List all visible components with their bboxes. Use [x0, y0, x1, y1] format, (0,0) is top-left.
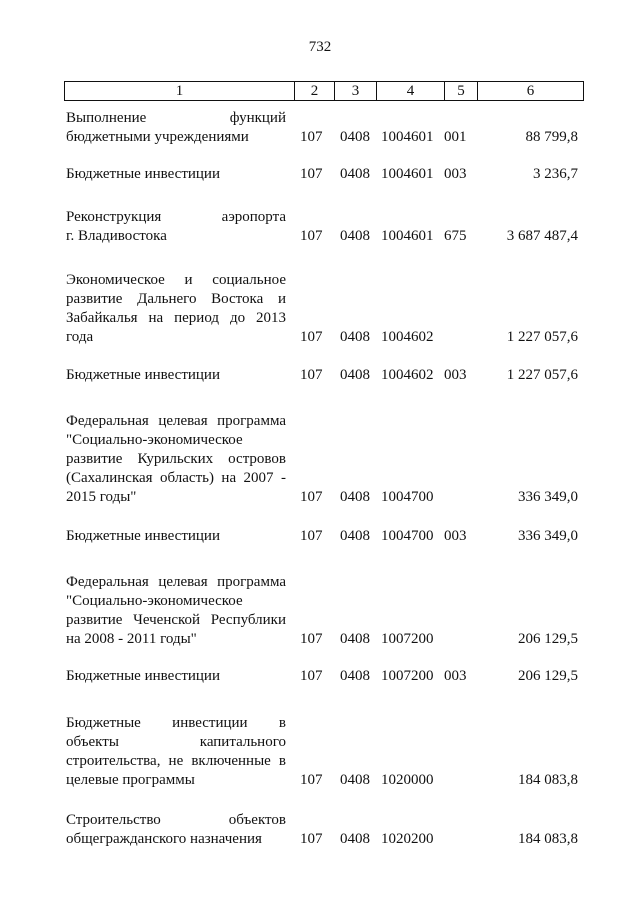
- description-line: года: [66, 329, 94, 345]
- description-line: Реконструкция аэропорта: [66, 209, 286, 225]
- cell-col-5: 675: [444, 228, 467, 244]
- cell-col-6: 206 129,5: [518, 668, 578, 684]
- row-description: [66, 527, 286, 546]
- row-description: [66, 366, 286, 385]
- cell-col-3: 0408: [340, 489, 370, 505]
- cell-col-5: 003: [444, 367, 467, 383]
- description-line: "Социально-экономическое: [66, 593, 243, 609]
- cell-col-4: 1004700: [381, 489, 434, 505]
- cell-col-3: 0408: [340, 772, 370, 788]
- row-description: [66, 811, 286, 849]
- description-line: на 2008 - 2011 годы": [66, 631, 197, 647]
- cell-col-6: 184 083,8: [518, 831, 578, 847]
- header-col-1: 1: [65, 82, 295, 100]
- row-description: [66, 412, 286, 507]
- cell-col-4: 1004601: [381, 166, 434, 182]
- cell-col-5: 001: [444, 129, 467, 145]
- description-line: объекты капитального: [66, 734, 286, 750]
- description-line: Выполнение функций: [66, 110, 286, 126]
- description-line: г. Владивостока: [66, 228, 167, 244]
- cell-col-3: 0408: [340, 528, 370, 544]
- cell-col-5: 003: [444, 528, 467, 544]
- description-line: Федеральная целевая программа: [66, 574, 286, 590]
- cell-col-4: 1004602: [381, 329, 434, 345]
- cell-col-2: 107: [300, 129, 323, 145]
- cell-col-6: 336 349,0: [518, 489, 578, 505]
- header-col-3: 3: [335, 82, 377, 100]
- cell-col-3: 0408: [340, 668, 370, 684]
- cell-col-4: 1007200: [381, 631, 434, 647]
- description-line: Бюджетные инвестиции: [66, 668, 220, 684]
- cell-col-2: 107: [300, 631, 323, 647]
- row-description: [66, 208, 286, 246]
- cell-col-3: 0408: [340, 166, 370, 182]
- cell-col-6: 184 083,8: [518, 772, 578, 788]
- cell-col-5: 003: [444, 668, 467, 684]
- cell-col-4: 1004700: [381, 528, 434, 544]
- cell-col-3: 0408: [340, 129, 370, 145]
- description-line: Экономическое и социальное: [66, 272, 286, 288]
- cell-col-4: 1020200: [381, 831, 434, 847]
- row-description: [66, 109, 286, 147]
- description-line: строительства, не включенные в: [66, 753, 286, 769]
- cell-col-6: 3 687 487,4: [506, 228, 578, 244]
- cell-col-4: 1020000: [381, 772, 434, 788]
- description-line: (Сахалинская область) на 2007 -: [66, 470, 286, 486]
- cell-col-6: 88 799,8: [525, 129, 578, 145]
- cell-col-5: 003: [444, 166, 467, 182]
- header-col-5: 5: [445, 82, 478, 100]
- header-col-2: 2: [295, 82, 335, 100]
- cell-col-6: 3 236,7: [533, 166, 578, 182]
- cell-col-4: 1007200: [381, 668, 434, 684]
- row-description: [66, 667, 286, 686]
- cell-col-2: 107: [300, 831, 323, 847]
- description-line: развитие Дальнего Востока и: [66, 291, 286, 307]
- row-description: [66, 271, 286, 347]
- cell-col-2: 107: [300, 367, 323, 383]
- cell-col-4: 1004601: [381, 228, 434, 244]
- description-line: Бюджетные инвестиции: [66, 367, 220, 383]
- description-line: бюджетными учреждениями: [66, 129, 249, 145]
- cell-col-6: 336 349,0: [518, 528, 578, 544]
- cell-col-6: 1 227 057,6: [506, 367, 578, 383]
- cell-col-3: 0408: [340, 631, 370, 647]
- description-line: целевые программы: [66, 772, 195, 788]
- description-line: развитие Курильских островов: [66, 451, 286, 467]
- cell-col-3: 0408: [340, 831, 370, 847]
- description-line: Бюджетные инвестиции: [66, 166, 220, 182]
- cell-col-3: 0408: [340, 228, 370, 244]
- description-line: Федеральная целевая программа: [66, 413, 286, 429]
- cell-col-6: 1 227 057,6: [506, 329, 578, 345]
- header-col-4: 4: [377, 82, 445, 100]
- description-line: "Социально-экономическое: [66, 432, 243, 448]
- row-description: [66, 165, 286, 184]
- page-number: 732: [308, 39, 332, 55]
- table-header: [64, 81, 584, 101]
- cell-col-2: 107: [300, 228, 323, 244]
- description-line: Бюджетные инвестиции в: [66, 715, 286, 731]
- cell-col-3: 0408: [340, 367, 370, 383]
- header-col-6: 6: [526, 83, 535, 99]
- description-line: Строительство объектов: [66, 812, 286, 828]
- description-line: Забайкалья на период до 2013: [66, 310, 286, 326]
- cell-col-6: 206 129,5: [518, 631, 578, 647]
- cell-col-4: 1004602: [381, 367, 434, 383]
- description-line: 2015 годы": [66, 489, 137, 505]
- row-description: [66, 573, 286, 649]
- cell-col-2: 107: [300, 166, 323, 182]
- cell-col-2: 107: [300, 329, 323, 345]
- description-line: общегражданского назначения: [66, 831, 262, 847]
- description-line: Бюджетные инвестиции: [66, 528, 220, 544]
- row-description: [66, 714, 286, 790]
- cell-col-3: 0408: [340, 329, 370, 345]
- description-line: развитие Чеченской Республики: [66, 612, 286, 628]
- cell-col-2: 107: [300, 489, 323, 505]
- cell-col-2: 107: [300, 668, 323, 684]
- cell-col-4: 1004601: [381, 129, 434, 145]
- cell-col-2: 107: [300, 772, 323, 788]
- cell-col-2: 107: [300, 528, 323, 544]
